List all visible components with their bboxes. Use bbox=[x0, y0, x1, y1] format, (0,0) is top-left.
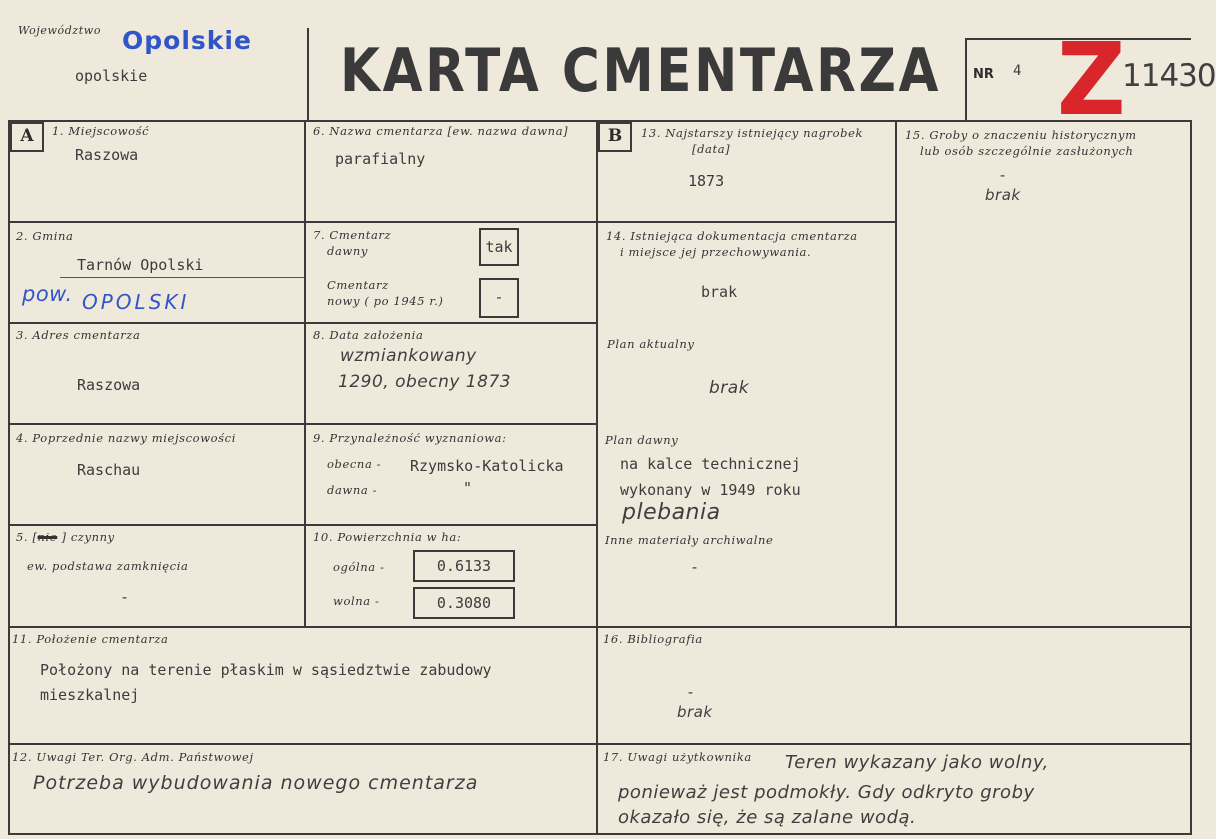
grid-row-mid bbox=[8, 626, 1192, 628]
wojewodztwo-typed: opolskie bbox=[75, 67, 148, 85]
field-14-value: brak bbox=[701, 283, 738, 301]
field-5-value: - bbox=[120, 588, 130, 606]
nr-letter-stamp: Z bbox=[1056, 21, 1126, 138]
wojewodztwo-stamp: Opolskie bbox=[122, 26, 252, 55]
powiat-label: pow. bbox=[22, 282, 73, 306]
field-9-obecna-label: obecna - bbox=[327, 457, 382, 471]
field-1-value: Raszowa bbox=[75, 146, 139, 164]
field-7-nowy-box: - bbox=[479, 278, 519, 318]
field-15-label-line1: 15. Groby o znaczeniu historycznym bbox=[905, 128, 1137, 142]
field-15-dash: - bbox=[998, 166, 1008, 184]
field-7-label-b: dawny bbox=[327, 244, 368, 258]
field-5-label-rest: ] czynny bbox=[61, 530, 115, 544]
field-4-label: 4. Poprzednie nazwy miejscowości bbox=[16, 431, 236, 445]
field-16-dash: - bbox=[686, 683, 696, 701]
plan-dawny-line3: plebania bbox=[622, 500, 721, 525]
field-13-value: 1873 bbox=[688, 172, 725, 190]
field-13-label-line1: 13. Najstarszy istniejący nagrobek bbox=[641, 126, 864, 140]
grid-col-2 bbox=[596, 120, 598, 834]
field-6-value: parafialny bbox=[335, 150, 426, 168]
grid-row-a2 bbox=[8, 322, 598, 324]
field-12-label: 12. Uwagi Ter. Org. Adm. Państwowej bbox=[12, 750, 254, 764]
section-a-marker: A bbox=[10, 122, 44, 152]
plan-aktualny-label: Plan aktualny bbox=[607, 337, 695, 351]
header-divider-left bbox=[307, 28, 309, 120]
field-10-wolna-label: wolna - bbox=[333, 594, 380, 608]
field-11-label: 11. Położenie cmentarza bbox=[12, 632, 169, 646]
plan-dawny-line1: na kalce technicznej bbox=[620, 455, 801, 473]
grid-row-a4 bbox=[8, 524, 598, 526]
grid-right-border bbox=[1190, 120, 1192, 834]
field-7-label-d: nowy ( po 1945 r.) bbox=[327, 294, 444, 308]
field-10-label: 10. Powierzchnia w ha: bbox=[313, 530, 462, 544]
header-divider-right bbox=[965, 38, 967, 120]
field-16-label: 16. Bibliografia bbox=[603, 632, 703, 646]
gmina-underline bbox=[60, 277, 304, 278]
field-15-label-line2: lub osób szczególnie zasłużonych bbox=[920, 144, 1134, 158]
field-17-label: 17. Uwagi użytkownika bbox=[603, 750, 752, 764]
grid-left-border bbox=[8, 120, 10, 834]
field-7-label-c: Cmentarz bbox=[327, 278, 389, 292]
field-10-wolna-box: 0.3080 bbox=[413, 587, 515, 619]
field-11-value-line1: Położony na terenie płaskim w sąsiedztwie zabudowy bbox=[40, 661, 492, 679]
field-5-bracket: [ bbox=[32, 530, 38, 544]
field-2-value: Tarnów Opolski bbox=[77, 256, 204, 274]
grid-col-3 bbox=[895, 120, 897, 626]
nr-value: 4 bbox=[1013, 63, 1022, 79]
field-1-label: 1. Miejscowość bbox=[52, 124, 150, 138]
field-2-label: 2. Gmina bbox=[16, 229, 74, 243]
field-8-value-line2: 1290, obecny 1873 bbox=[338, 372, 512, 392]
plan-dawny-line2: wykonany w 1949 roku bbox=[620, 481, 801, 499]
nr-number: 11430 bbox=[1122, 58, 1216, 94]
wojewodztwo-label: Województwo bbox=[18, 24, 102, 37]
section-b-marker: B bbox=[598, 122, 632, 152]
grid-col-1 bbox=[304, 120, 306, 626]
grid-row-a3 bbox=[8, 423, 598, 425]
field-17-value-line3: okazało się, że są zalane wodą. bbox=[618, 807, 917, 828]
grid-row-lower bbox=[8, 743, 1192, 745]
plan-aktualny-value: brak bbox=[709, 378, 750, 398]
field-15-value: brak bbox=[985, 186, 1021, 204]
field-9-label: 9. Przynależność wyznaniowa: bbox=[313, 431, 507, 445]
field-5-label-num: 5. bbox=[16, 530, 29, 544]
field-10-ogolna-label: ogólna - bbox=[333, 560, 385, 574]
page-title: KARTA CMENTARZA bbox=[340, 36, 941, 106]
field-3-label: 3. Adres cmentarza bbox=[16, 328, 141, 342]
field-6-label: 6. Nazwa cmentarza [ew. nazwa dawna] bbox=[313, 124, 569, 138]
field-9-dawna-value: " bbox=[463, 479, 473, 497]
field-7-label-a: 7. Cmentarz bbox=[313, 228, 392, 242]
field-4-value: Raschau bbox=[77, 461, 141, 479]
field-7-dawny-box: tak bbox=[479, 228, 519, 266]
grid-bottom-line bbox=[8, 833, 1192, 835]
field-13-label-line2: [data] bbox=[692, 142, 731, 156]
grid-row-a1 bbox=[8, 221, 598, 223]
plan-dawny-label: Plan dawny bbox=[605, 433, 679, 447]
field-14-label-line1: 14. Istniejąca dokumentacja cmentarza bbox=[606, 229, 858, 243]
inne-materialy-value: - bbox=[690, 558, 700, 576]
field-5-struck: nie bbox=[37, 530, 58, 544]
field-12-value: Potrzeba wybudowania nowego cmentarza bbox=[33, 772, 479, 794]
field-10-ogolna-box: 0.6133 bbox=[413, 550, 515, 582]
field-8-label: 8. Data założenia bbox=[313, 328, 424, 342]
field-11-value-line2: mieszkalnej bbox=[40, 686, 140, 704]
field-14-label-line2: i miejsce jej przechowywania. bbox=[620, 245, 812, 259]
powiat-value: OPOLSKI bbox=[82, 290, 190, 314]
field-8-value-line1: wzmiankowany bbox=[340, 346, 477, 366]
field-5-label bbox=[16, 530, 115, 544]
field-17-value-line2: ponieważ jest podmokły. Gdy odkryto groby bbox=[618, 782, 1035, 803]
inne-materialy-label: Inne materiały archiwalne bbox=[605, 533, 774, 547]
field-16-value: brak bbox=[677, 703, 713, 721]
field-3-value: Raszowa bbox=[77, 376, 141, 394]
field-17-value-line1: Teren wykazany jako wolny, bbox=[785, 752, 1049, 773]
field-5-sublabel: ew. podstawa zamknięcia bbox=[27, 559, 189, 573]
field-9-obecna-value: Rzymsko-Katolicka bbox=[410, 457, 564, 475]
grid-row-b1 bbox=[596, 221, 896, 223]
nr-label: NR bbox=[973, 67, 994, 82]
field-9-dawna-label: dawna - bbox=[327, 483, 378, 497]
